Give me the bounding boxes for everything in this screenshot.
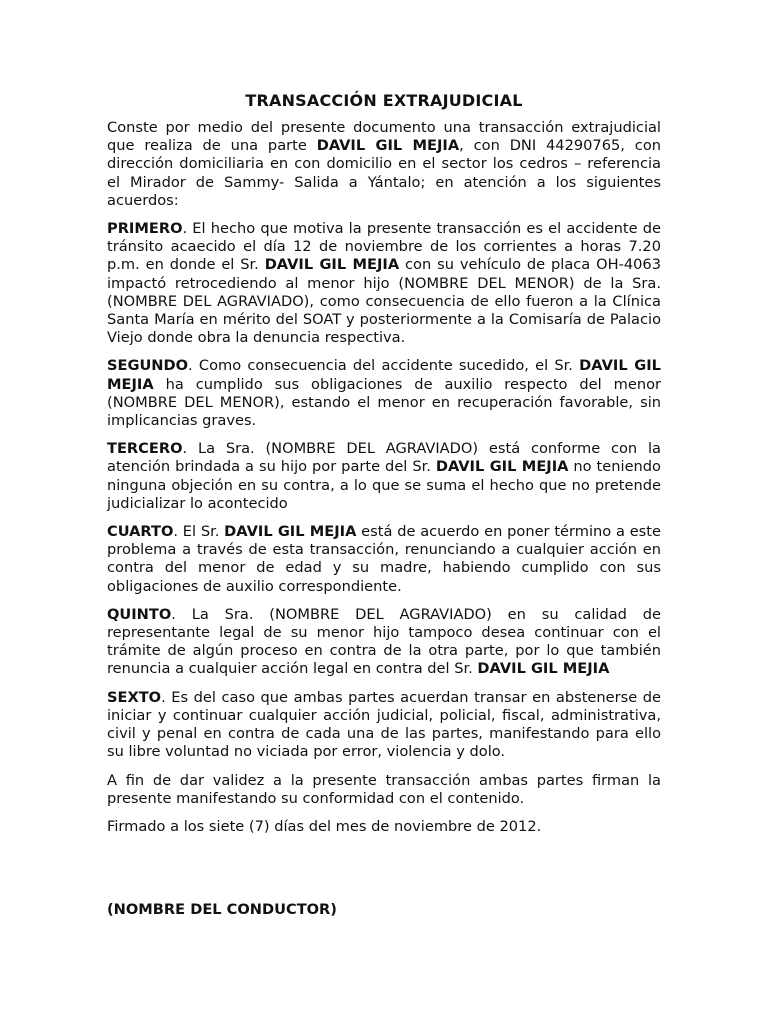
intro-text-1: Conste por medio del presente documento una transacción extrajudicial que realiza de una parte <box>107 119 661 155</box>
party-name: DAVIL GIL MEJIA <box>435 458 569 476</box>
clause-label-tercero: TERCERO <box>107 440 183 458</box>
clause-text-1: . La Sra. (NOMBRE DEL AGRAVIADO) está conforme con la atención brindada a su hijo por parte del Sr. <box>107 440 661 476</box>
intro-text-2: , con DNI 44290765, con dirección domiciliaria en con domicilio en el sector los cedros – referencia el Mirador de Sammy- Salida a Yántalo; en atención a los siguientes acuerdos: <box>107 137 661 209</box>
clause-text-2: ha cumplido sus obligaciones de auxilio respecto del menor (NOMBRE DEL MENOR), estando el menor en recuperación favorable, sin implicancias graves. <box>107 375 661 430</box>
clause-text-2: está de acuerdo en poner término a este problema a través de esta transacción, renunciando a cualquier acción en contra del menor de edad y su madre, habiendo cumplido con sus obligaciones de auxilio correspondiente. <box>107 523 661 595</box>
party-name: DAVIL GIL MEJIA <box>264 256 400 274</box>
document-body <box>107 90 661 846</box>
clause-text-1: . El Sr. <box>173 523 225 541</box>
party-name: DAVIL GIL MEJIA <box>107 357 661 393</box>
clause-primero <box>107 220 661 347</box>
clause-cuarto <box>107 523 661 596</box>
party-name: DAVIL GIL MEJIA <box>316 137 460 155</box>
clause-text-1: . La Sra. (NOMBRE DEL AGRAVIADO) en su calidad de representante legal de su menor hijo tampoco desea continuar con el trámite de algún proceso en contra de la otra parte, por lo que también renuncia a cualquier acción legal en contra del Sr. <box>107 605 661 678</box>
clause-text-1: . Como consecuencia del accidente sucedido, el Sr. <box>188 357 580 375</box>
clause-label-cuarto: CUARTO <box>107 523 174 541</box>
clause-text-1: . Es del caso que ambas partes acuerdan transar en abstenerse de iniciar y continuar cualquier acción judicial, policial, fiscal, administrativa, civil y penal en contra de cada una de las partes, manifestando para ello su libre voluntad no viciada por error, violencia y dolo. <box>107 688 661 761</box>
intro-paragraph <box>107 119 661 210</box>
clause-segundo <box>107 357 661 430</box>
clause-tercero <box>107 440 661 513</box>
clause-label-quinto: QUINTO <box>107 605 172 623</box>
clause-label-primero: PRIMERO <box>107 220 183 238</box>
clause-text-1: . El hecho que motiva la presente transacción es el accidente de tránsito acaecido el día 12 de noviembre de los corrientes a horas 7.20 p.m. en donde el Sr. <box>107 220 661 274</box>
clause-sexto <box>107 689 661 762</box>
clause-text-2: con su vehículo de placa OH-4063 impactó retrocediendo al menor hijo (NOMBRE DEL MENOR) de la Sra. (NOMBRE DEL AGRAVIADO), como consecuencia de ello fueron a la Clínica Santa María en mérito del SOAT y posteriormente a la Comisaría de Palacio Viejo donde obra la denuncia respectiva. <box>107 256 661 347</box>
clause-quinto <box>107 606 661 679</box>
clause-label-segundo: SEGUNDO <box>107 357 189 375</box>
clause-label-sexto: SEXTO <box>107 688 162 706</box>
signature-name: (NOMBRE DEL CONDUCTOR) <box>107 901 337 918</box>
party-name: DAVIL GIL MEJIA <box>477 660 610 678</box>
document-title: TRANSACCIÓN EXTRAJUDICIAL <box>245 91 523 110</box>
closing-paragraph: A fin de dar validez a la presente transacción ambas partes firman la presente manifestando su conformidad con el contenido. <box>107 771 661 807</box>
date-line: Firmado a los siete (7) días del mes de noviembre de 2012. <box>107 817 542 835</box>
party-name: DAVIL GIL MEJIA <box>224 523 357 541</box>
clause-text-2: no teniendo ninguna objeción en su contra, a lo que se suma el hecho que no pretende judicializar lo acontecido <box>107 458 661 512</box>
